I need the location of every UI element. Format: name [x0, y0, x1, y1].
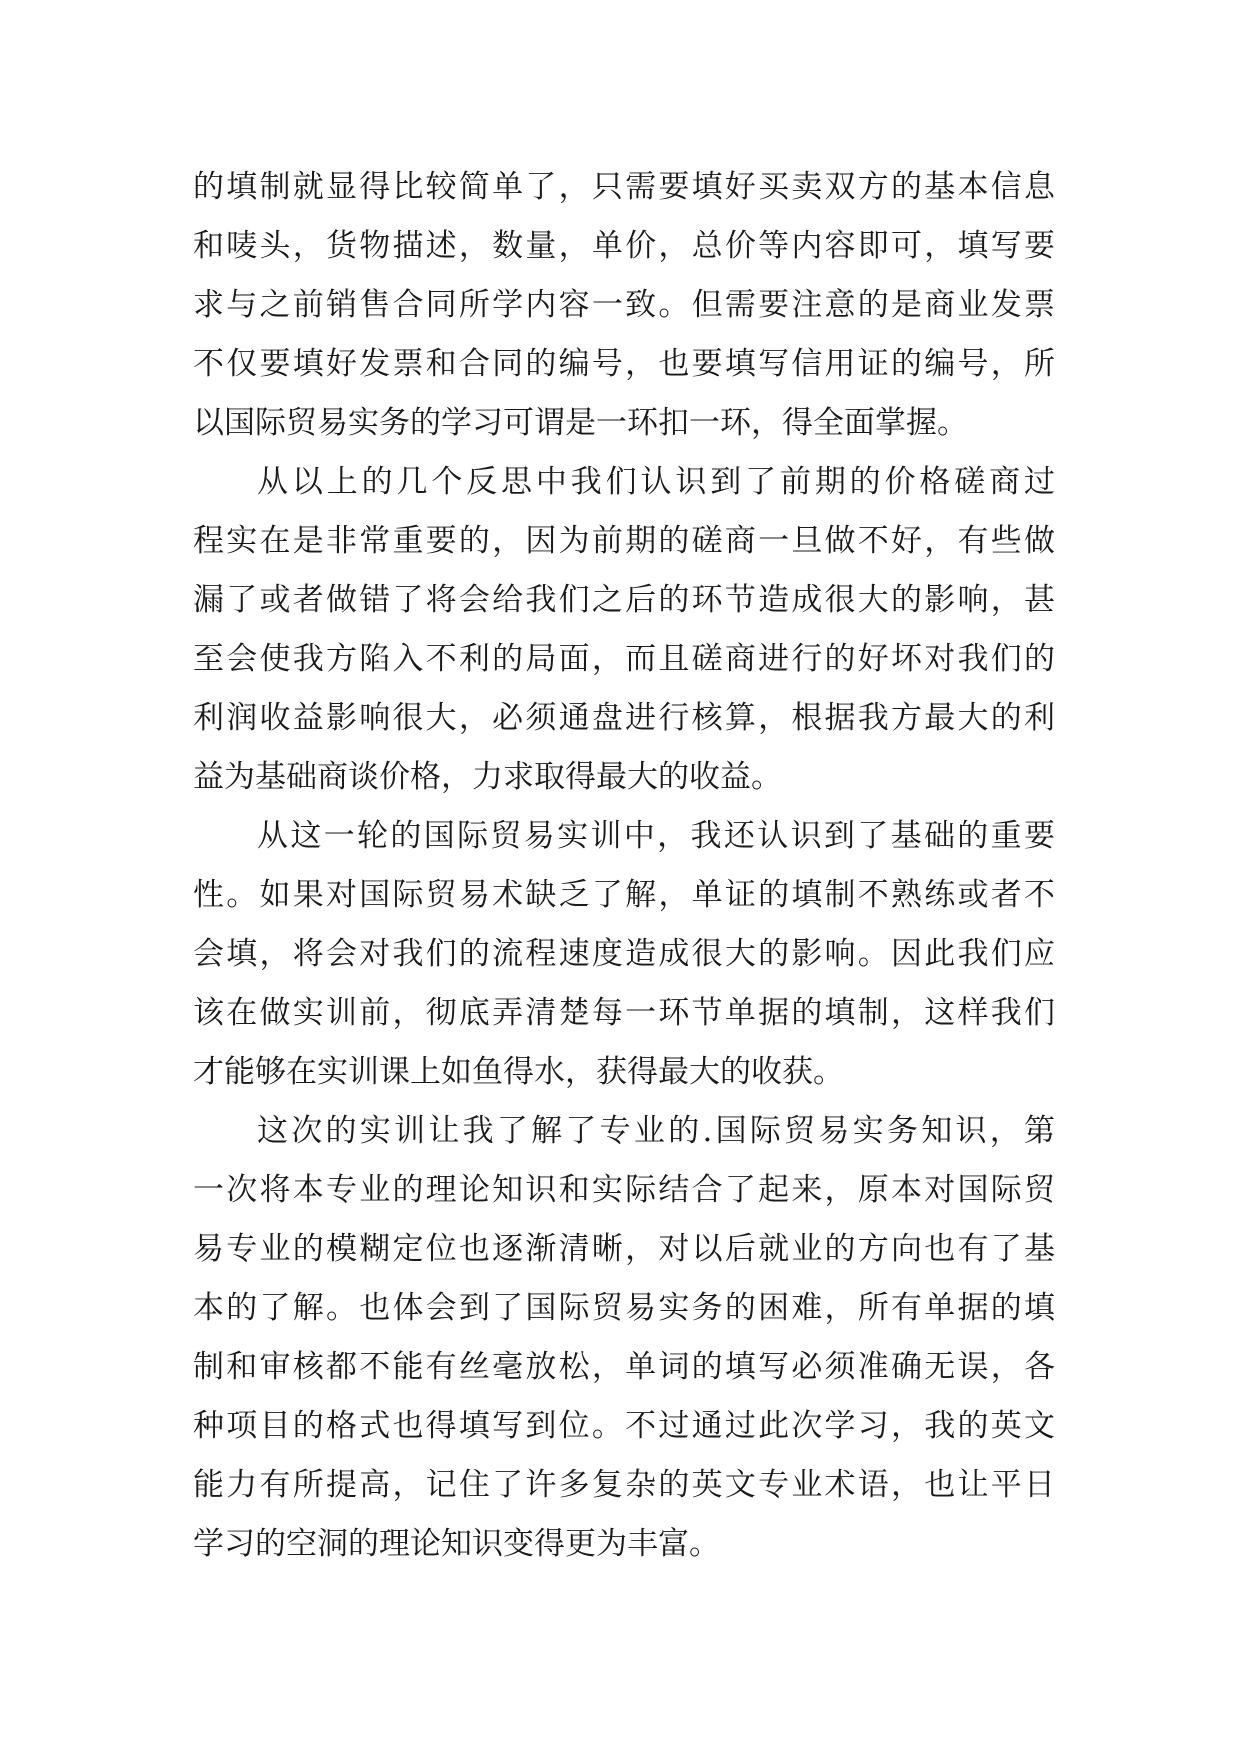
- text-line: 程实在是非常重要的，因为前期的磋商一旦做不好，有些做: [193, 523, 1055, 559]
- text-line: 的填制就显得比较简单了，只需要填好买卖双方的基本信息: [193, 169, 1055, 205]
- text-line: 本的了解。也体会到了国际贸易实务的困难，所有单据的填: [193, 1290, 1055, 1326]
- text-line: 以国际贸易实务的学习可谓是一环扣一环，得全面掌握。: [193, 405, 968, 441]
- text-line: 漏了或者做错了将会给我们之后的环节造成很大的影响，甚: [193, 582, 1055, 618]
- text-line: 性。如果对国际贸易术缺乏了解，单证的填制不熟练或者不: [193, 877, 1055, 913]
- text-line: 会填，将会对我们的流程速度造成很大的影响。因此我们应: [193, 936, 1055, 972]
- paragraph-3: [193, 807, 1055, 1102]
- text-line: 学习的空洞的理论知识变得更为丰富。: [193, 1526, 720, 1562]
- text-line: 求与之前销售合同所学内容一致。但需要注意的是商业发票: [193, 287, 1055, 323]
- text-line: 益为基础商谈价格，力求取得最大的收益。: [193, 759, 782, 795]
- paragraph-2: [193, 453, 1055, 807]
- text-line: 一次将本专业的理论知识和实际结合了起来，原本对国际贸: [193, 1172, 1055, 1208]
- paragraph-4: [193, 1102, 1055, 1574]
- document-body: [193, 158, 1055, 1574]
- paragraph-1: [193, 158, 1055, 453]
- text-line: 种项目的格式也得填写到位。不过通过此次学习，我的英文: [193, 1408, 1055, 1444]
- text-line: 制和审核都不能有丝毫放松，单词的填写必须准确无误，各: [193, 1349, 1055, 1385]
- text-line: 能力有所提高，记住了许多复杂的英文专业术语，也让平日: [193, 1467, 1055, 1503]
- text-line: 不仅要填好发票和合同的编号，也要填写信用证的编号，所: [193, 346, 1055, 382]
- text-line: 从这一轮的国际贸易实训中，我还认识到了基础的重要: [257, 818, 1055, 854]
- text-line: 才能够在实训课上如鱼得水，获得最大的收获。: [193, 1054, 844, 1090]
- text-line: 从以上的几个反思中我们认识到了前期的价格磋商过: [257, 464, 1055, 500]
- text-line: 利润收益影响很大，必须通盘进行核算，根据我方最大的利: [193, 700, 1055, 736]
- text-line: 易专业的模糊定位也逐渐清晰，对以后就业的方向也有了基: [193, 1231, 1055, 1267]
- text-line: 至会使我方陷入不利的局面，而且磋商进行的好坏对我们的: [193, 641, 1055, 677]
- text-line: 这次的实训让我了解了专业的.国际贸易实务知识，第: [257, 1113, 1055, 1149]
- text-line: 该在做实训前，彻底弄清楚每一环节单据的填制，这样我们: [193, 995, 1055, 1031]
- text-line: 和唛头，货物描述，数量，单价，总价等内容即可，填写要: [193, 228, 1055, 264]
